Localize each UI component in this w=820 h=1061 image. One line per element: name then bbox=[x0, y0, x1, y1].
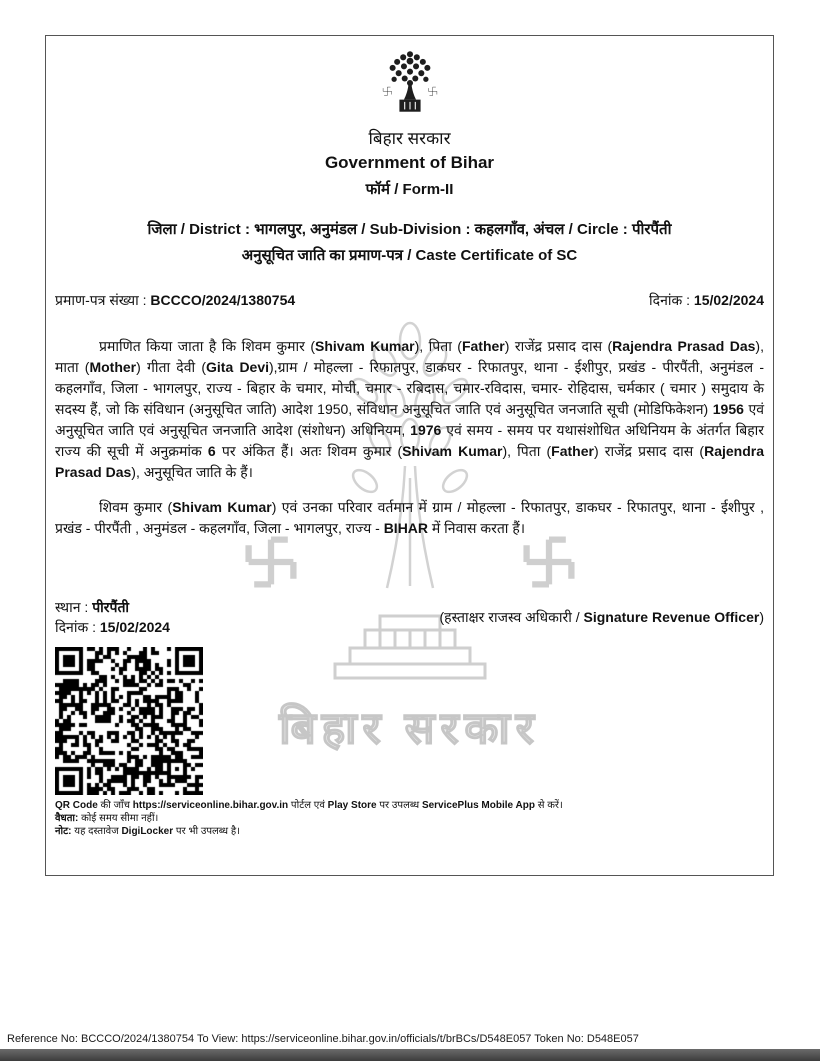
certificate-meta-row bbox=[46, 291, 773, 310]
qr-code-block bbox=[55, 647, 773, 795]
government-name-english: Government of Bihar bbox=[324, 153, 495, 172]
footnotes bbox=[46, 799, 773, 838]
certificate-paragraph-1: प्रमाणित किया जाता है कि शिवम कुमार (Shivam Kumar), पिता (Father) राजेंद्र प्रसाद दास (Rajendra Prasad Das), माता (Mother) गीता देवी (Gita Devi),ग्राम / मोहल्ला - रिफातपुर, डाकघर - रिफातपुर, थाना - ईशीपुर, प्रखंड - पीरपैंती, अनुमंडल - कहलगाँव, जिला - भागलपुर, राज्य - बिहार के चमार, मोची, चमार - रबिदास, चमार-रविदास, चमार- रोहिदास, चर्मकार ( चमार ) समुदाय के सदस्य हैं, जो कि संविधान (अनुसूचित जाति) आदेश 1950, संविधान अनुसूचित जाति एवं अनुसूचित जनजाति सूची (मोडिफिकेशन) 1956 एवं अनुसूचित जाति एवं अनुसूचित जनजाति आदेश (संशोधन) अधिनियम, 1976 एवं समय - समय पर यथासंशोधित अधिनियम के अंतर्गत बिहार राज्य की सूची में अनुक्रमांक 6 पर अंकित हैं। अतः शिवम कुमार (Shivam Kumar), पिता (Father) राजेंद्र प्रसाद दास (Rajendra Prasad Das), अनुसूचित जाति के हैं। bbox=[55, 338, 764, 480]
date-line: दिनांक : 15/02/2024 bbox=[55, 619, 170, 635]
validity-note: वैधता: कोई समय सीमा नहीं। bbox=[55, 813, 159, 824]
bihar-government-emblem-icon bbox=[376, 46, 444, 120]
qr-verification-note: QR Code की जाँच https://serviceonline.bihar.gov.in पोर्टल एवं Play Store पर उपलब्ध ServicePlus Mobile App से करें। bbox=[55, 800, 563, 811]
bottom-bar bbox=[0, 1049, 820, 1061]
signature-officer-line: (हस्ताक्षर राजस्व अधिकारी / Signature Revenue Officer) bbox=[439, 608, 764, 625]
place-line: स्थान : पीरपैंती bbox=[55, 599, 130, 615]
signature-row bbox=[46, 597, 773, 637]
swastika-icon bbox=[521, 534, 577, 590]
qr-code-icon bbox=[55, 647, 203, 795]
government-name-hindi: बिहार सरकार bbox=[368, 129, 451, 148]
certificate-paragraph-2: शिवम कुमार (Shivam Kumar) एवं उनका परिवार वर्तमान में ग्राम / मोहल्ला - रिफातपुर, डाकघर - रिफातपुर, थाना - ईशीपुर , प्रखंड - पीरपैंती , अनुमंडल - कहलगाँव, जिला - भागलपुर, राज्य - BIHAR में निवास करता हैं। bbox=[55, 499, 764, 536]
certificate-border-box bbox=[45, 35, 774, 876]
form-title: फॉर्म / Form-II bbox=[365, 181, 454, 198]
watermark-text: बिहार सरकार bbox=[279, 704, 540, 753]
reference-footer: Reference No: BCCCO/2024/1380754 To View: https://serviceonline.bihar.gov.in/officials/t/brBCs/D548E057 Token No: D548E057 bbox=[7, 1033, 639, 1045]
place-date-block bbox=[55, 597, 170, 637]
district-subdivision-circle-line: जिला / District : भागलपुर, अनुमंडल / Sub-Division : कहलगाँव, अंचल / Circle : पीरपैंती bbox=[147, 221, 672, 238]
certificate-title: अनुसूचित जाति का प्रमाण-पत्र / Caste Certificate of SC bbox=[241, 247, 578, 264]
digilocker-note: नोट: यह दस्तावेज DigiLocker पर भी उपलब्ध है। bbox=[55, 826, 240, 837]
swastika-icon bbox=[243, 534, 299, 590]
issue-date: दिनांक : 15/02/2024 bbox=[649, 292, 764, 308]
certificate-number: प्रमाण-पत्र संख्या : BCCCO/2024/1380754 bbox=[55, 292, 296, 308]
